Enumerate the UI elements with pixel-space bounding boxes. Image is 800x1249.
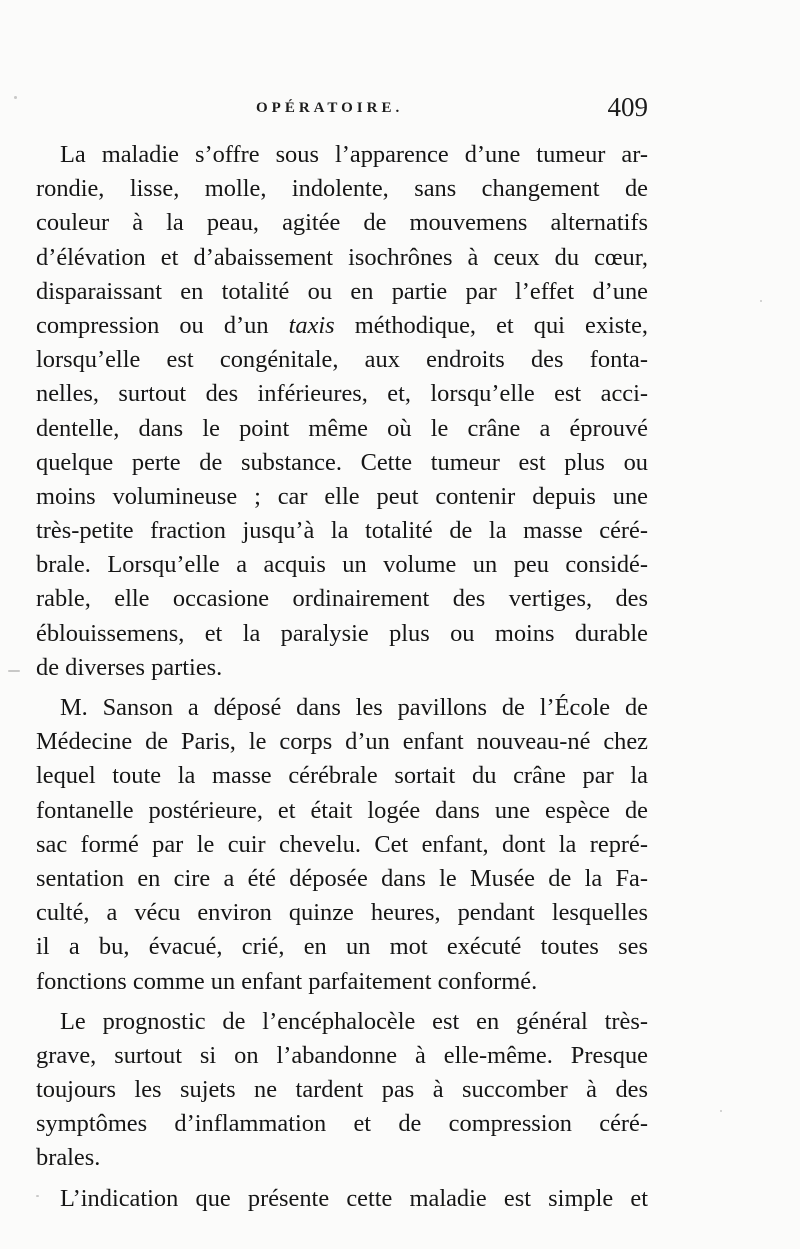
text-line: brale. Lorsqu’elle a acquis un volume un peu considé-	[36, 551, 648, 579]
text-line: fonctions comme un enfant parfaitement conformé.	[36, 967, 538, 995]
text-line: il a bu, évacué, crié, en un mot exécuté toutes ses	[36, 933, 648, 961]
text-line: brales.	[36, 1144, 101, 1172]
paper-speck	[760, 300, 762, 302]
text-line: rondie, lisse, molle, indolente, sans changement de	[36, 175, 648, 203]
text-line: fontanelle postérieure, et était logée dans une espèce de	[36, 796, 648, 824]
text-line: sac formé par le cuir chevelu. Cet enfant, dont la repré-	[36, 830, 648, 858]
paragraph-4	[36, 1182, 648, 1216]
text-line: toujours les sujets ne tardent pas à succomber à des	[36, 1076, 648, 1104]
paper-speck	[36, 1195, 39, 1197]
running-head: OPÉRATOIRE.	[256, 100, 404, 116]
text-line: sentation en cire a été déposée dans le Musée de la Fa-	[36, 864, 648, 892]
text-line: couleur à la peau, agitée de mouvemens alternatifs	[36, 209, 648, 237]
text-line: dentelle, dans le point même où le crâne a éprouvé	[36, 414, 648, 442]
text-line: Médecine de Paris, le corps d’un enfant nouveau-né chez	[36, 728, 648, 756]
text-line: moins volumineuse ; car elle peut contenir depuis une	[36, 482, 648, 510]
paper-speck	[8, 670, 20, 672]
text-line: d’élévation et d’abaissement isochrônes à ceux du cœur,	[36, 243, 648, 271]
page-header	[36, 92, 648, 126]
paper-speck	[720, 1110, 722, 1112]
text-line: lequel toute la masse cérébrale sortait du crâne par la	[36, 762, 648, 790]
text-line: disparaissant en totalité ou en partie par l’effet d’une	[36, 277, 648, 305]
text-line: de diverses parties.	[36, 653, 223, 681]
body-text	[36, 138, 648, 1216]
text-line: quelque perte de substance. Cette tumeur est plus ou	[36, 448, 648, 476]
text-line: compression ou d’un taxis méthodique, et qui existe,	[36, 311, 648, 339]
text-line: éblouissemens, et la paralysie plus ou moins durable	[36, 619, 648, 647]
page-number: 409	[607, 92, 648, 122]
text-line: La maladie s’offre sous l’apparence d’une tumeur ar-	[60, 141, 648, 168]
paper-speck	[14, 96, 17, 99]
paragraph-1	[36, 138, 648, 685]
text-line: lorsqu’elle est congénitale, aux endroits des fonta-	[36, 346, 648, 374]
paragraph-2	[36, 691, 648, 999]
text-line: symptômes d’inflammation et de compression céré-	[36, 1110, 648, 1138]
text-line: L’indication que présente cette maladie est simple et	[60, 1184, 648, 1212]
text-line: rable, elle occasione ordinairement des vertiges, des	[36, 585, 648, 613]
text-line: très-petite fraction jusqu’à la totalité de la masse céré-	[36, 517, 648, 545]
text-line: culté, a vécu environ quinze heures, pendant lesquelles	[36, 899, 648, 927]
text-line: Le prognostic de l’encéphalocèle est en général très-	[60, 1007, 648, 1035]
text-line: nelles, surtout des inférieures, et, lorsqu’elle est acci-	[36, 380, 648, 408]
text-line: M. Sanson a déposé dans les pavillons de l’École de	[60, 694, 648, 721]
text-line: grave, surtout si on l’abandonne à elle-même. Presque	[36, 1041, 648, 1069]
paragraph-3	[36, 1005, 648, 1176]
